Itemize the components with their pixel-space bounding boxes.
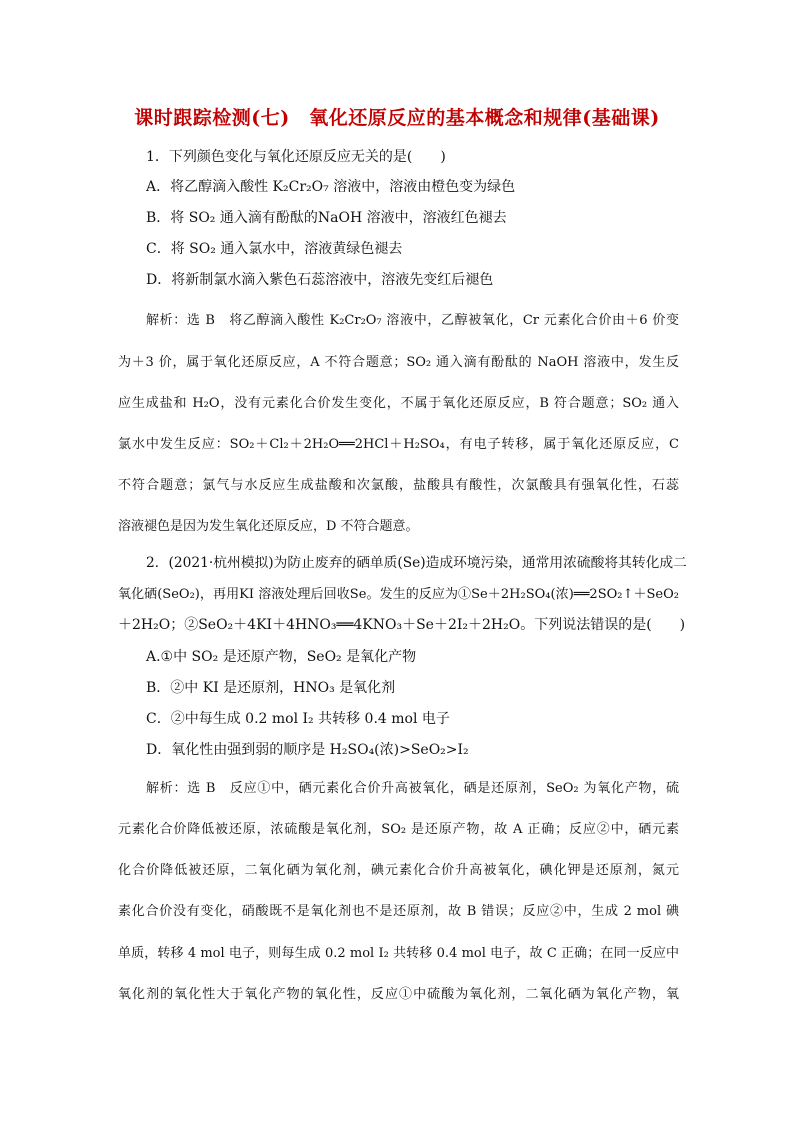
q2-stem-line-2: 氧化硒(SeO₂)，再用KI 溶液处理后回收Se。发生的反应为①Se＋2H₂SO₄(浓)══2SO₂↑＋SeO₂ <box>118 587 679 602</box>
q2-analysis-line-6: 氧化剂的氧化性大于氧化产物的氧化性，反应①中硫酸为氧化剂，二氧化硒为氧化产物，氧 <box>118 987 679 1002</box>
q1-analysis-line-6: 溶液褪色是因为发生氧化还原反应，D 不符合题意。 <box>118 519 419 534</box>
q1-option-d: D．将新制氯水滴入紫色石蕊溶液中，溶液先变红后褪色 <box>146 272 494 288</box>
q1-analysis-line-5: 不符合题意；氯气与水反应生成盐酸和次氯酸，盐酸具有酸性，次氯酸具有强氧化性，石蕊 <box>118 478 679 493</box>
q1-option-b: B．将 SO₂ 通入滴有酚酞的NaOH 溶液中，溶液红色褪去 <box>146 210 507 226</box>
q2-analysis-line-5: 单质，转移 4 mol 电子，则每生成 0.2 mol I₂ 共转移 0.4 mol 电子，故 C 正确；在同一反应中 <box>118 946 679 961</box>
page-title: 课时跟踪检测(七) 氧化还原反应的基本概念和规律(基础课) <box>134 107 660 129</box>
q2-option-a: A.①中 SO₂ 是还原产物，SeO₂ 是氧化产物 <box>146 649 417 665</box>
q1-analysis-line-2: 为＋3 价，属于氧化还原反应，A 不符合题意；SO₂ 通入滴有酚酞的 NaOH 溶液中，发生反 <box>118 355 679 370</box>
q2-analysis-line-4: 素化合价没有变化，硝酸既不是氧化剂也不是还原剂，故 B 错误；反应②中，生成 2 mol 碘 <box>118 904 679 919</box>
q1-option-a: A．将乙醇滴入酸性 K₂Cr₂O₇ 溶液中，溶液由橙色变为绿色 <box>146 179 516 195</box>
q1-analysis-line-3: 应生成盐和 H₂O，没有元素化合价发生变化，不属于氧化还原反应，B 符合题意；SO₂ 通入 <box>118 396 679 411</box>
q2-stem-line-1: 2．(2021·杭州模拟)为防止废弃的硒单质(Se)造成环境污染，通常用浓硫酸将其转化成二 <box>146 555 687 571</box>
q1-analysis-line-1: 解析：选 B 将乙醇滴入酸性 K₂Cr₂O₇ 溶液中，乙醇被氧化，Cr 元素化合价由＋6 价变 <box>146 313 679 328</box>
q2-analysis-line-3: 化合价降低被还原，二氧化硒为氧化剂，碘元素化合价升高被氧化，碘化钾是还原剂，氮元 <box>118 863 679 878</box>
q1-analysis-line-4: 氯水中发生反应：SO₂＋Cl₂＋2H₂O══2HCl＋H₂SO₄，有电子转移，属于氧化还原反应，C <box>118 437 679 452</box>
q2-option-d: D．氧化性由强到弱的顺序是 H₂SO₄(浓)>SeO₂>I₂ <box>146 742 469 758</box>
q2-analysis-line-1: 解析：选 B 反应①中，硒元素化合价升高被氧化，硒是还原剂，SeO₂ 为氧化产物，硫 <box>146 781 679 796</box>
q2-analysis-line-2: 元素化合价降低被还原，浓硫酸是氧化剂，SO₂ 是还原产物，故 A 正确；反应②中，硒元素 <box>118 822 679 837</box>
q1-option-c: C．将 SO₂ 通入氯水中，溶液黄绿色褪去 <box>146 241 403 257</box>
q2-option-b: B．②中 KI 是还原剂，HNO₃ 是氧化剂 <box>146 680 396 696</box>
q2-stem-line-3: ＋2H₂O；②SeO₂＋4KI＋4HNO₃══4KNO₃＋Se＋2I₂＋2H₂O。下列说法错误的是( ) <box>118 617 686 633</box>
q2-option-c: C．②中每生成 0.2 mol I₂ 共转移 0.4 mol 电子 <box>146 711 450 727</box>
q1-stem: 1．下列颜色变化与氧化还原反应无关的是( ) <box>146 149 446 165</box>
